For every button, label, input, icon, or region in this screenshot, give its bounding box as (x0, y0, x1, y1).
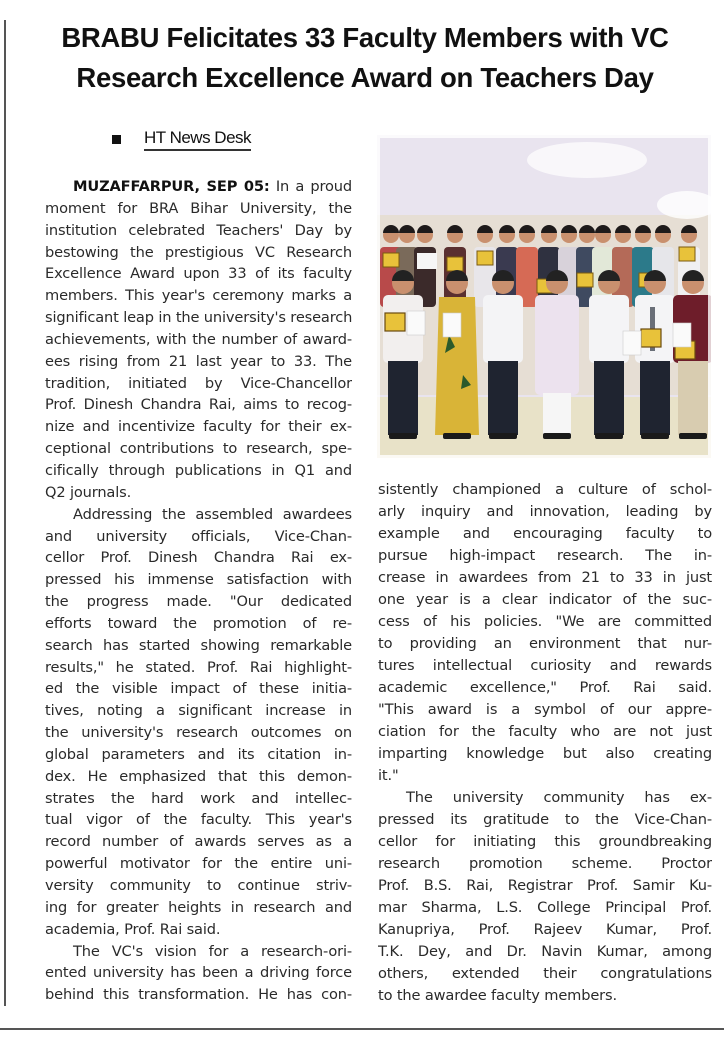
article-line: cellor for initiating this groundbreaking (378, 833, 712, 850)
photo-person-body (535, 295, 579, 395)
article-line: pressed his immense satisfaction with (45, 571, 352, 589)
article-line: achievements, with the number of award- (45, 330, 352, 348)
article-line: ees rising from 21 last year to 33. The (45, 352, 352, 370)
photo-award-plaque (447, 257, 463, 271)
article-line: academic excellence," Prof. Rai said. (378, 679, 712, 696)
photo-award-plaque (641, 329, 661, 347)
article-line: ing for greater heights in research and (45, 898, 352, 916)
article-line: ented university has been a driving force (45, 964, 352, 982)
photo-certificate (443, 313, 461, 337)
photo-award-plaque (477, 251, 493, 265)
byline (112, 127, 251, 151)
article-line: pursue high-impact research. The in- (378, 547, 712, 564)
article-line: it." (378, 767, 399, 784)
photo-award-plaque (577, 273, 593, 287)
article-line: versity community to continue striv- (45, 877, 352, 894)
article-line: results," he stated. Prof. Rai highlight- (45, 658, 352, 676)
photo-certificate (407, 311, 425, 335)
photo-person-legs (594, 361, 624, 435)
article-line (45, 176, 352, 198)
article-line: to the awardee faculty members. (378, 987, 617, 1004)
article-line: imparting knowledge but also creating (378, 745, 712, 762)
photo-person-shoes (489, 433, 517, 439)
photo-award-plaque (385, 313, 405, 331)
article-line: one year is a clear indicator of the suc- (378, 591, 712, 608)
photo-light-glare (527, 142, 647, 178)
article-line: bestowing the prestigious VC Research (45, 243, 352, 261)
photo-person-shoes (595, 433, 623, 439)
article-line: search has started showing remarkable (45, 636, 352, 654)
article-line: the progress made. "Our dedicated (45, 593, 352, 611)
photo-person-legs (388, 361, 418, 435)
article-line: sistently championed a culture of schol- (378, 481, 712, 498)
byline-text: HT News Desk (144, 128, 251, 151)
article-line: Kanupriya, Prof. Rajeev Kumar, Prof. (378, 921, 712, 938)
article-left-column (45, 176, 352, 1006)
article-line: to providing an environment that nur- (378, 635, 712, 652)
article-line: crease in awardees from 21 to 33 in just (378, 569, 712, 586)
article-line: powerful motivator for the entire uni- (45, 855, 352, 873)
article-line: others, extended their congratulations (378, 965, 712, 982)
photo-award-plaque (383, 253, 399, 267)
article-line: ciation for the faculty who are not just (378, 723, 712, 740)
left-column-rule (4, 20, 6, 1006)
photo-person-legs (488, 361, 518, 435)
photo-award-plaque (679, 247, 695, 261)
article-line: behind this transformation. He has con- (45, 986, 352, 1004)
photo-person-shoes (679, 433, 707, 439)
photo-certificate (417, 253, 437, 269)
photo-person-shoes (543, 433, 571, 439)
article-line: cifically through publications in Q1 and (45, 461, 352, 479)
article-line: members. This year's ceremony marks a (45, 287, 352, 305)
article-line: dex. He emphasized that this demon- (45, 767, 352, 785)
article-line: cess of his policies. "We are committed (378, 613, 712, 630)
headline-line-1: BRABU Felicitates 33 Faculty Members with VC (61, 22, 669, 53)
article-line: tives, noting a significant increase in (45, 702, 352, 720)
article-line: "This award is a symbol of our appre- (378, 701, 712, 718)
dateline: MUZAFFARPUR, SEP 05: (73, 178, 270, 195)
square-bullet-icon (112, 135, 121, 144)
article-line: Excellence Award upon 33 of its faculty (45, 265, 352, 283)
article-line: global parameters and its citation in- (45, 745, 352, 763)
photo-person-shoes (443, 433, 471, 439)
article-line: mar Sharma, L.S. College Principal Prof. (378, 899, 712, 916)
article-line: record number of awards serves as a (45, 833, 352, 851)
article-line: the university's research outcomes on (45, 724, 352, 742)
bottom-rule (0, 1028, 724, 1030)
article-line: ed the visible impact of these initia- (45, 680, 352, 698)
article-line: research promotion scheme. Proctor (378, 855, 712, 872)
photo-person-legs (640, 361, 670, 435)
article-line: tual vigor of the faculty. This year's (45, 811, 352, 829)
article-line: nize and incentivize faculty for their ex- (45, 418, 352, 436)
article-line: moment for BRA Bihar University, the (45, 199, 352, 217)
photo-person-shoes (641, 433, 669, 439)
photo-person-shoes (389, 433, 417, 439)
photo-person-body (483, 295, 523, 363)
article-line: Prof. Dinesh Chandra Rai, aims to recog- (45, 396, 352, 414)
article-line: Prof. B.S. Rai, Registrar Prof. Samir Ku- (378, 877, 712, 894)
article-line: cellor Prof. Dinesh Chandra Rai ex- (45, 549, 352, 567)
article-line: efforts toward the promotion of re- (45, 614, 352, 632)
article-line: tradition, initiated by Vice-Chancellor (45, 374, 352, 392)
photo-certificate (673, 323, 691, 347)
article-line: pressed its gratitude to the Vice-Chan- (378, 811, 712, 828)
article-line: academia, Prof. Rai said. (45, 920, 221, 938)
headline (20, 18, 710, 98)
article-line: The university community has ex- (406, 789, 712, 806)
article-line: strates the hard work and intellec- (45, 789, 352, 807)
photo-person-legs (543, 393, 571, 435)
article-line: arly inquiry and innovation, leading by (378, 503, 712, 520)
headline-line-2: Research Excellence Award on Teachers Day (76, 62, 654, 93)
article-line: ceptional contributions to research, spe- (45, 440, 352, 458)
article-line: and university officials, Vice-Chan- (45, 527, 352, 545)
article-line: institution celebrated Teachers' Day by (45, 221, 352, 239)
article-line: significant leap in the university's research (45, 309, 352, 327)
article-line: Addressing the assembled awardees (73, 505, 352, 523)
article-line: Q2 journals. (45, 483, 132, 501)
article-line: T.K. Dey, and Dr. Navin Kumar, among (378, 943, 712, 960)
article-line: example and encouraging faculty to (378, 525, 712, 542)
article-right-column (378, 479, 712, 1007)
photo-person-legs (678, 361, 708, 435)
group-photo (377, 135, 711, 458)
article-line: The VC's vision for a research-ori- (73, 942, 352, 960)
article-line: tures intellectual curiosity and rewards (378, 657, 712, 674)
photo-certificate (623, 331, 641, 355)
article-line-text: In a proud (269, 178, 352, 195)
